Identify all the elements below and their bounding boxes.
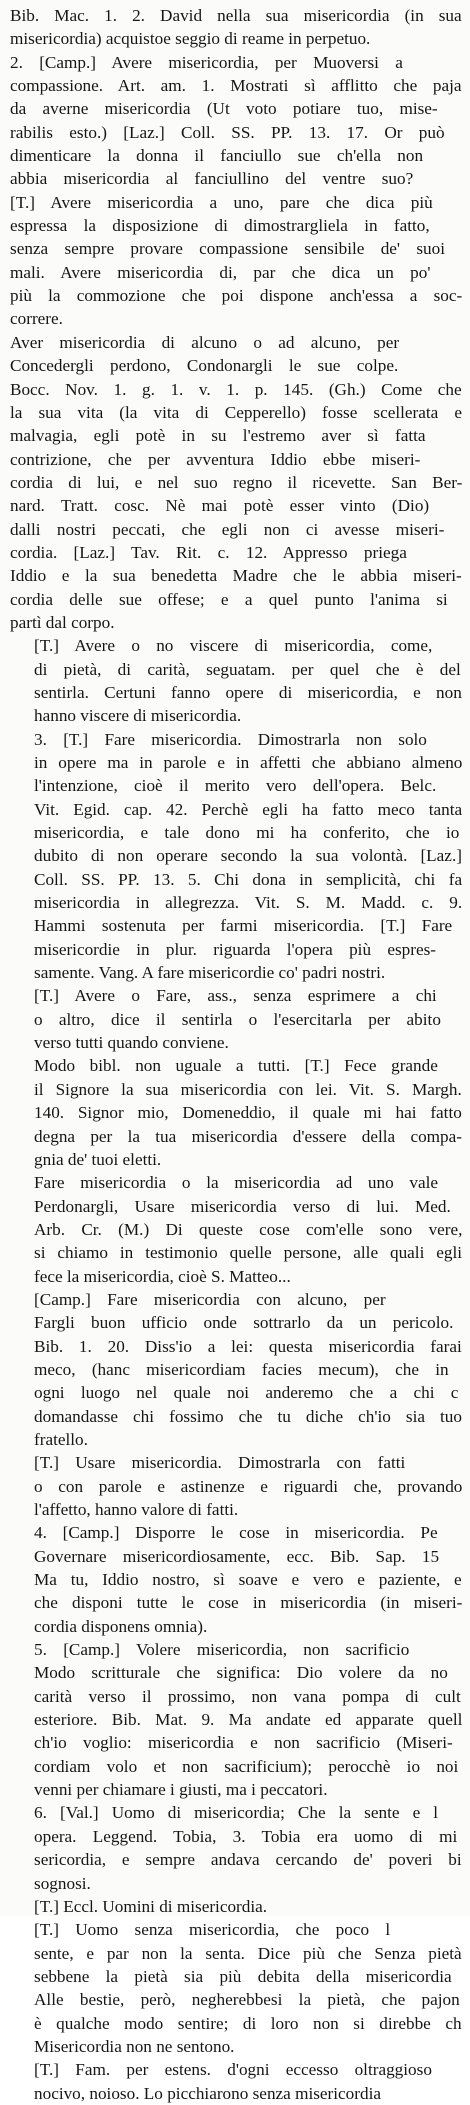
text-line: malvagia, egli potè in su l'estremo aver sì fatta [10,426,426,446]
text-line: dimenticare la donna il fanciullo sue ch'ella non [10,146,424,166]
text-line: [T.] Avere o no viscere di misericordia, come, [34,636,433,656]
text-line: dalli nostri peccati, che egli non ci avesse miseri- [10,519,445,539]
entry-subsection [10,1895,462,1918]
text-line: Modo bibl. non uguale a tutti. [T.] Fece grande [34,1056,438,1076]
text-line: cordia di lui, e nel suo regno il ricevette. San Ber- [10,472,463,492]
text-line: si chiamo in testimonio quelle persone, alle quali egli [34,1243,463,1263]
entry-subsection [10,634,462,727]
text-line: espressa la disposizione di dimostrargliela in fatto, [10,216,430,236]
text-line: 140. Signor mio, Domeneddio, il quale mi hai fatto [34,1103,462,1123]
text-line: in opere ma in parole e in affetti che abbiano almeno [34,753,463,772]
text-line: fratello. [34,1429,88,1449]
text-line: il Signore la sua misericordia con lei. Vit. S. Margh. [34,1079,462,1099]
text-line: [T.] Avere misericordia a uno, pare che dica più [10,192,433,212]
text-line: o con parole e astinenze e riguardi che, provando [34,1476,463,1496]
text-line: 2. [Camp.] Avere misericordia, per Muoversi a [10,52,403,72]
text-line: cordiam volo et non sacrificium); perocchè io noi [34,1756,459,1776]
text-line: compassione. Art. am. 1. Mostrati sì afflitto che paja [10,76,462,96]
entry-subsection [10,984,462,1054]
text-line: gnia de' tuoi eletti. [34,1149,162,1169]
text-line: da averne misericordia (Ut voto potiare tuo, mise- [10,99,438,119]
text-line: di pietà, di carità, seguatam. per quel che è del [34,659,461,679]
entry-paragraph [10,331,462,634]
text-line: opera. Leggend. Tobia, 3. Tobia era uomo di mi [34,1826,458,1846]
text-line: fece la misericordia, cioè S. Matteo... [34,1266,291,1286]
text-line: Governare misericordiosamente, ecc. Bib. Sap. 15 [34,1546,440,1566]
text-line: nocivo, noioso. Lo picchiarono senza misericordia [34,2083,381,2103]
text-line: esteriore. Bib. Mat. 9. Ma andate ed apparate quell [34,1710,463,1730]
text-line: Vit. Egid. cap. 42. Perchè egli ha fatto meco tanta [34,799,463,819]
text-line: ogni luogo nel quale noi anderemo che a chi c [34,1383,459,1403]
text-line: misericordia) acquistoe seggio di reame in perpetuo. [10,29,371,49]
text-line: [T.] Eccl. Uomini di misericordia. [34,1896,268,1916]
text-line: [T.] Uomo senza misericordia, che poco l [34,1920,391,1940]
text-line: contrizione, che per avventura Iddio ebbe miseri- [10,449,421,469]
entry-column [10,4,462,2105]
text-line: 5. [Camp.] Volere misericordia, non sacrificio [34,1640,410,1660]
text-line: dubito di non operare secondo la sua volontà. [Laz.] [34,846,462,866]
text-line: più la commozione che poi dispone anch'essa a soc- [10,286,463,306]
text-line: partì dal corpo. [10,612,115,632]
text-line: Alle bestie, però, negherebbesi la pietà, che pajon [34,1990,460,2010]
text-line: [T.] Avere o Fare, ass., senza esprimere a chi [34,986,437,1006]
text-line: sente, e par non la senta. Dice più che Senza pietà [34,1943,462,1963]
text-line: degna per la tua misericordia d'essere della compa- [34,1126,462,1146]
text-line: sebbene la pietà sia più debita della misericordia [34,1966,452,1986]
entry-subsection [10,1801,462,1894]
text-line: Ma tu, Iddio nostro, sì soave e vero e paziente, e [34,1570,462,1590]
text-line: Modo scritturale che significa: Dio volere da no [34,1663,448,1683]
text-line: samente. Vang. A fare misericordie co' padri nostri. [34,963,386,983]
entry-subsection [10,1288,462,1451]
text-line: [T.] Fam. per estens. d'ogni eccesso oltraggioso [34,2060,432,2080]
text-line: Bocc. Nov. 1. g. 1. v. 1. p. 145. (Gh.) Come che [10,379,462,399]
text-line: carità verso il prossimo, non vana pompa di cult [34,1686,461,1706]
text-line: 4. [Camp.] Disporre le cose in misericordia. Pe [34,1523,438,1543]
text-line: Aver misericordia di alcuno o ad alcuno, per [10,332,400,352]
text-line: Iddio e la sua benedetta Madre che le abbia miseri- [10,566,462,586]
text-line: Misericordia non ne sentono. [34,2036,235,2056]
text-line: Coll. SS. PP. 13. 5. Chi dona in semplicità, chi fa [34,869,463,889]
entry-subsection [10,1054,462,1171]
text-line: sognosi. [34,1873,91,1893]
entry-paragraph [10,51,462,331]
text-line: Fargli buon ufficio onde sottrarlo da un pericolo. [34,1313,454,1333]
text-line: cordia disponens omnia). [34,1616,208,1636]
text-line: sericordia, e sempre andava cercando de' poveri bi [34,1850,462,1870]
text-line: misericordie in plur. riguarda l'opera più espres- [34,939,437,959]
entry-subsection [10,1918,462,2058]
text-line: Arb. Cr. (M.) Di queste cose com'elle sono vere, [34,1219,463,1239]
text-line: Bib. Mac. 1. 2. David nella sua misericordia (in sua [10,6,462,25]
text-line: mali. Avere misericordia di, par che dica un po' [10,262,431,282]
entry-subsection [10,1171,462,1288]
text-line: hanno viscere di misericordia. [34,706,242,726]
text-line: abbia misericordia al fanciullino del ventre suo? [10,169,414,189]
entry-subsection [10,728,462,985]
text-line: Concedergli perdono, Condonargli le sue colpe. [10,356,399,376]
text-line: Perdonargli, Usare misericordia verso di lui. Med. [34,1196,451,1216]
text-line: Hammi sostenuta per farmi misericordia. [T.] Fare [34,916,453,936]
text-line: verso tutti quando conviene. [34,1033,229,1053]
text-line: 3. [T.] Fare misericordia. Dimostrarla non solo [34,729,427,749]
text-line: [T.] Usare misericordia. Dimostrarla con fatti [34,1453,406,1473]
text-line: Fare misericordia o la misericordia ad uno vale [34,1173,439,1193]
text-line: o altro, dice il sentirla o l'esercitarla per abito [34,1009,441,1029]
text-line: domandasse chi fossimo che tu diche ch'io sia tuo [34,1406,462,1426]
text-line: misericordia in allegrezza. Vit. S. M. Madd. c. 9. [34,893,463,913]
text-line: Bib. 1. 20. Diss'io a lei: questa misericordia farai [34,1336,462,1356]
text-line: correre. [10,309,63,329]
text-line: cordia. [Laz.] Tav. Rit. c. 12. Appresso priega [10,542,407,562]
text-line: sentirla. Certuni fanno opere di misericordia, e non [34,682,462,702]
text-line: meco, (hanc misericordiam facies mecum), che in [34,1359,449,1379]
text-line: l'intenzione, cioè il merito vero dell'opera. Belc. [34,776,437,796]
text-line: nard. Tratt. cosc. Nè mai potè esser vinto (Dio) [10,496,430,516]
entry-paragraph [10,4,462,51]
entry-subsection [10,1638,462,1801]
entry-subsection [10,1521,462,1638]
text-line: senza sempre provare compassione sensibile de' suoi [10,239,445,259]
text-line: ch'io voglio: misericordia e non sacrificio (Miseri- [34,1733,453,1753]
entry-subsection [10,2058,462,2105]
text-line: cordia delle sue offese; e a quel punto l'anima si [10,589,448,609]
text-line: venni per chiamare i giusti, ma i peccatori. [34,1780,328,1800]
text-line: la sua vita (la vita di Cepperello) fosse scellerata e [10,402,462,422]
text-line: rabilis esto.) [Laz.] Coll. SS. PP. 13. 17. Or può [10,122,445,142]
text-line: l'affetto, hanno valore di fatti. [34,1500,239,1519]
text-line: 6. [Val.] Uomo di misericordia; Che la sente e l [34,1803,439,1823]
text-line: è qualche modo sentire; di loro non si direbbe ch [34,2013,462,2033]
text-line: [Camp.] Fare misericordia con alcuno, per [34,1289,386,1309]
entry-subsection [10,1451,462,1521]
text-line: misericordia, e tale dono mi ha conferito, che io [34,823,460,843]
text-line: che disponi tutte le cose in misericordia (in miseri- [34,1593,463,1613]
